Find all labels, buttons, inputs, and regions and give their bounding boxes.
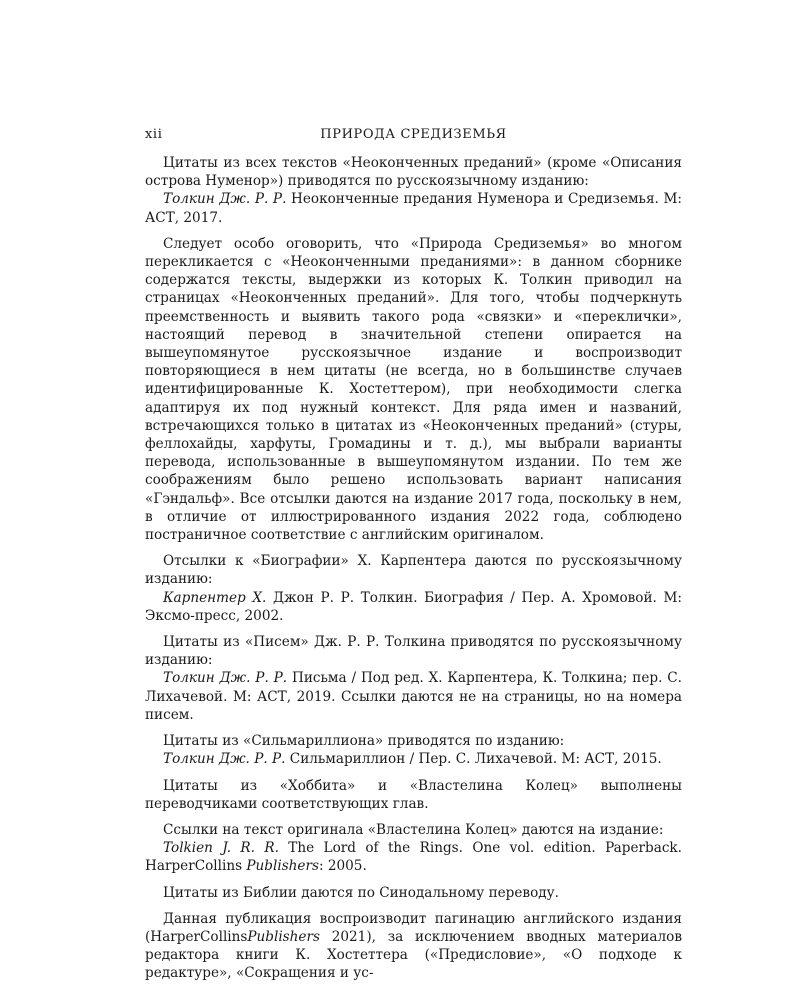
bibliographic-reference xyxy=(145,190,682,226)
reference-author: Карпентер Х. xyxy=(163,589,267,606)
bibliographic-reference xyxy=(145,669,682,724)
paragraph-pagination xyxy=(145,910,682,983)
paragraph-hobbit-lotr xyxy=(145,777,682,813)
publisher-italic: Publishers xyxy=(247,928,320,945)
paragraph-text: Ссылки на текст оригинала «Властелина Колец» даются на издание: xyxy=(163,821,664,838)
paragraph-text: Цитаты из «Сильмариллиона» приводятся по изданию: xyxy=(163,733,565,750)
reference-details: The Lord of the Rings. One vol. edition. Paperback. HarperCollins xyxy=(145,840,682,875)
book-page xyxy=(145,126,682,991)
reference-publisher: Publishers xyxy=(246,858,319,875)
running-title: ПРИРОДА СРЕДИЗЕМЬЯ xyxy=(320,127,507,142)
bibliographic-reference xyxy=(145,750,682,768)
paragraph-unfinished-tales xyxy=(145,154,682,227)
page-number: xii xyxy=(145,127,163,142)
paragraph-text-start: Данная публикация воспроизводит пагинацию английского издания (HarperCollins xyxy=(145,910,682,945)
bibliographic-reference xyxy=(145,589,682,625)
paragraph-biography xyxy=(145,552,682,625)
reference-details: Неоконченные предания Нуменора и Средиземья. М: АСТ, 2017. xyxy=(145,191,682,226)
paragraph-text: Следует особо оговорить, что «Природа Средиземья» во многом перекликается с «Неоконченными преданиями»: в данном сборнике содержатся тексты, выдержки из которых К. Толкин приводил на страницах «Неоконченных преданий». Для того, чтобы подчеркнуть преемственность и выявить такого рода «связки» и «переклички», настоящий перевод в значительной степени опирается на вышеупомянутое русскоязычное издание и воспроизводит повторяющиеся в нем цитаты (не всегда, но в большинстве случаев идентифицированные К. Хостеттером), при необходимости слегка адаптируя их под нужный контекст. Для ряда имен и названий, встречающихся только в цитатах из «Неоконченных преданий» (стуры, феллохайды, харфуты, Громадины и т. д.), мы выбрали варианты перевода, использованные в вышеупомянутом издании. По тем же соображениям было решено использовать вариант написания «Гэндальф». Все отсылки даются на издание 2017 года, поскольку в нем, в отличие от иллюстрированного издания 2022 года, соблюдено постраничное соответствие с английским оригиналом. xyxy=(145,235,682,544)
paragraph-cross-references xyxy=(145,235,682,544)
paragraph-text xyxy=(145,910,682,983)
reference-author: Толкин Дж. Р. Р. xyxy=(163,670,288,687)
paragraph-text: Цитаты из Библии даются по Синодальному переводу. xyxy=(163,884,559,901)
paragraph-letters xyxy=(145,633,682,724)
paragraph-original-text xyxy=(145,821,682,876)
reference-details: Джон Р. Р. Толкин. Биография / Пер. А. Хромовой. М: Эксмо-пресс, 2002. xyxy=(145,589,682,624)
reference-author: Tolkien J. R. R. xyxy=(163,840,279,857)
bibliographic-reference xyxy=(145,839,682,875)
paragraph-text: Цитаты из всех текстов «Неоконченных преданий» (кроме «Описания острова Нуменор») приводятся по русскоязычному изданию: xyxy=(145,155,682,190)
reference-author: Толкин Дж. Р. Р. xyxy=(163,191,287,208)
reference-author: Толкин Дж. Р. Р. xyxy=(163,751,286,768)
reference-details: Сильмариллион / Пер. С. Лихачевой. М: АСТ, 2015. xyxy=(285,751,662,768)
reference-year: : 2005. xyxy=(318,858,367,875)
paragraph-text: Отсылки к «Биографии» Х. Карпентера даются по русскоязычному изданию: xyxy=(145,553,682,588)
reference-details: Письма / Под ред. Х. Карпентера, К. Толкина; пер. С. Лихачевой. М: АСТ, 2019. Ссылки даются не на страницы, но на номера писем. xyxy=(145,670,682,723)
running-head xyxy=(145,126,682,144)
paragraph-bible xyxy=(145,884,682,902)
paragraph-text-end: 2021), за исключением вводных материалов редактора книги К. Хостеттера («Предисловие», «О подходе к редактуре», «Сокращения и ус- xyxy=(145,928,682,982)
paragraph-text: Цитаты из «Писем» Дж. Р. Р. Толкина приводятся по русскоязычному изданию: xyxy=(145,634,682,669)
paragraph-silmarillion xyxy=(145,732,682,768)
paragraph-text: Цитаты из «Хоббита» и «Властелина Колец» выполнены переводчиками соответствующих глав. xyxy=(145,777,682,812)
